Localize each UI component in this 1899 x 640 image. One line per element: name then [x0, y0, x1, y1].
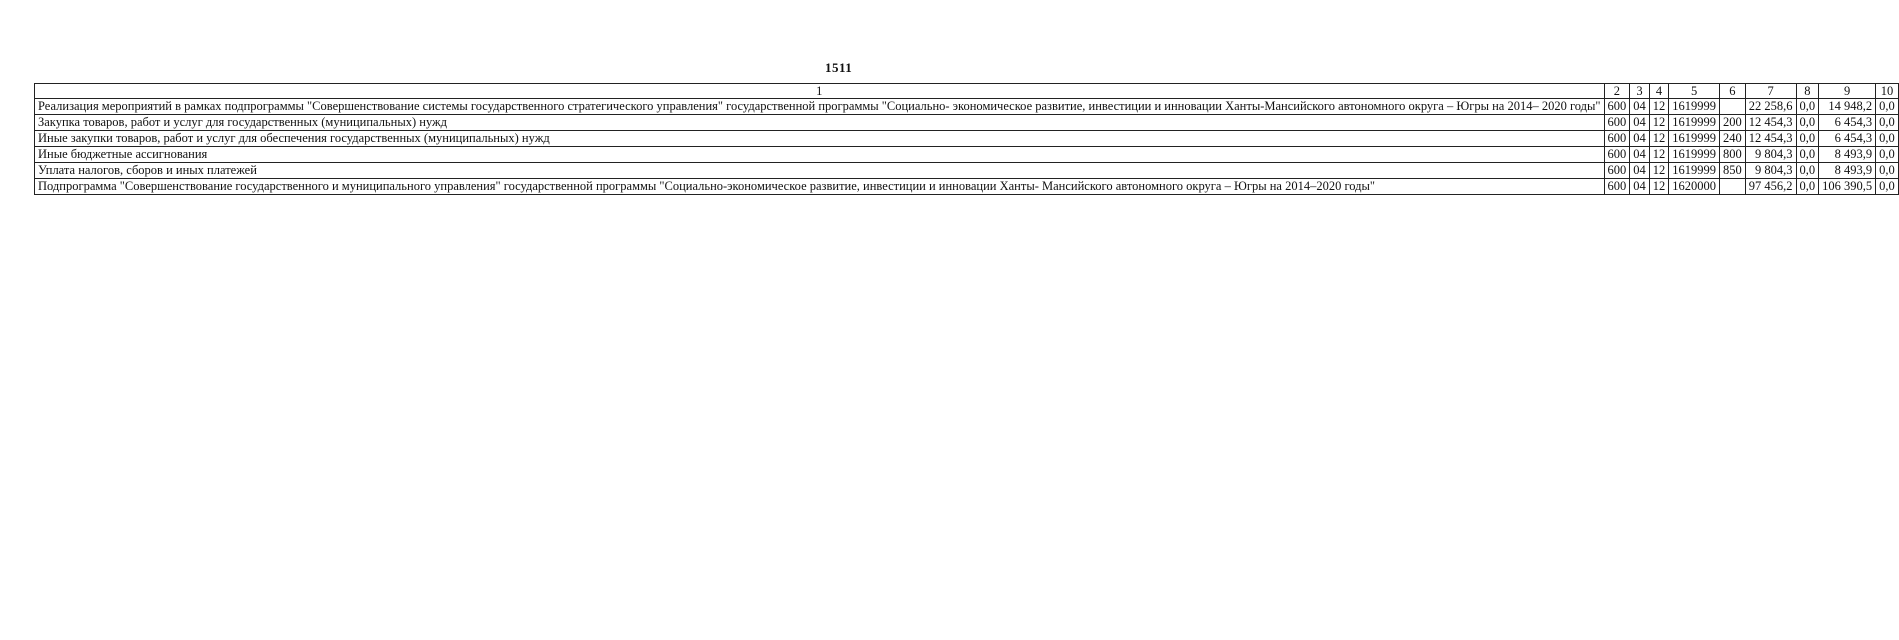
section-cell: 04	[1630, 115, 1650, 131]
admin-code-cell: 600	[1604, 99, 1630, 115]
amount-cell: 0,0	[1876, 147, 1899, 163]
amount-cell: 9 804,3	[1745, 163, 1796, 179]
row-name-cell: Реализация мероприятий в рамках подпрограммы "Совершенствование системы государственного стратегического управления" государственной программы "Социально- экономическое развитие, инвестиции и инновации Ханты-Мансийского автономного округа – Югры на 2014– 2020 годы"	[35, 99, 1605, 115]
row-name-cell: Подпрограмма "Совершенствование государственного и муниципального управления" государственной программы "Социально-экономическое развитие, инвестиции и инновации Ханты- Мансийского автономного округа – Югры на 2014–2020 годы"	[35, 179, 1605, 195]
row-name-cell: Закупка товаров, работ и услуг для государственных (муниципальных) нужд	[35, 115, 1605, 131]
amount-cell: 0,0	[1796, 179, 1819, 195]
table-row	[35, 163, 1899, 179]
amount-cell: 0,0	[1796, 147, 1819, 163]
subsection-cell: 12	[1649, 131, 1669, 147]
target-article-cell: 1619999	[1669, 115, 1720, 131]
amount-cell: 0,0	[1876, 163, 1899, 179]
amount-cell: 0,0	[1876, 179, 1899, 195]
amount-cell: 12 454,3	[1745, 115, 1796, 131]
header-cell: 5	[1669, 84, 1720, 99]
budget-table	[34, 83, 1899, 195]
amount-cell: 6 454,3	[1819, 115, 1876, 131]
section-cell: 04	[1630, 179, 1650, 195]
row-name-cell: Иные закупки товаров, работ и услуг для обеспечения государственных (муниципальных) нужд	[35, 131, 1605, 147]
amount-cell: 0,0	[1876, 131, 1899, 147]
table-row	[35, 147, 1899, 163]
section-cell: 04	[1630, 131, 1650, 147]
header-cell: 6	[1720, 84, 1746, 99]
expense-type-cell: 850	[1720, 163, 1746, 179]
table-row	[35, 131, 1899, 147]
table-row	[35, 115, 1899, 131]
amount-cell: 12 454,3	[1745, 131, 1796, 147]
table-row	[35, 179, 1899, 195]
amount-cell: 0,0	[1796, 131, 1819, 147]
admin-code-cell: 600	[1604, 163, 1630, 179]
section-cell: 04	[1630, 99, 1650, 115]
row-name-cell: Иные бюджетные ассигнования	[35, 147, 1605, 163]
header-cell: 1	[35, 84, 1605, 99]
expense-type-cell	[1720, 99, 1746, 115]
subsection-cell: 12	[1649, 115, 1669, 131]
amount-cell: 14 948,2	[1819, 99, 1876, 115]
subsection-cell: 12	[1649, 179, 1669, 195]
admin-code-cell: 600	[1604, 115, 1630, 131]
expense-type-cell	[1720, 179, 1746, 195]
header-cell: 7	[1745, 84, 1796, 99]
target-article-cell: 1620000	[1669, 179, 1720, 195]
admin-code-cell: 600	[1604, 147, 1630, 163]
amount-cell: 0,0	[1796, 99, 1819, 115]
amount-cell: 0,0	[1796, 163, 1819, 179]
amount-cell: 8 493,9	[1819, 163, 1876, 179]
target-article-cell: 1619999	[1669, 131, 1720, 147]
subsection-cell: 12	[1649, 99, 1669, 115]
target-article-cell: 1619999	[1669, 99, 1720, 115]
admin-code-cell: 600	[1604, 179, 1630, 195]
amount-cell: 9 804,3	[1745, 147, 1796, 163]
target-article-cell: 1619999	[1669, 147, 1720, 163]
amount-cell: 106 390,5	[1819, 179, 1876, 195]
expense-type-cell: 800	[1720, 147, 1746, 163]
header-cell: 4	[1649, 84, 1669, 99]
section-cell: 04	[1630, 147, 1650, 163]
header-cell: 8	[1796, 84, 1819, 99]
section-cell: 04	[1630, 163, 1650, 179]
table-header-row	[35, 84, 1899, 99]
page-number: 1511	[825, 60, 853, 75]
amount-cell: 0,0	[1876, 115, 1899, 131]
admin-code-cell: 600	[1604, 131, 1630, 147]
target-article-cell: 1619999	[1669, 163, 1720, 179]
header-cell: 2	[1604, 84, 1630, 99]
subsection-cell: 12	[1649, 147, 1669, 163]
header-cell: 3	[1630, 84, 1650, 99]
amount-cell: 8 493,9	[1819, 147, 1876, 163]
amount-cell: 22 258,6	[1745, 99, 1796, 115]
amount-cell: 0,0	[1876, 99, 1899, 115]
subsection-cell: 12	[1649, 163, 1669, 179]
expense-type-cell: 200	[1720, 115, 1746, 131]
row-name-cell: Уплата налогов, сборов и иных платежей	[35, 163, 1605, 179]
header-cell: 9	[1819, 84, 1876, 99]
expense-type-cell: 240	[1720, 131, 1746, 147]
table-row	[35, 99, 1899, 115]
amount-cell: 97 456,2	[1745, 179, 1796, 195]
amount-cell: 0,0	[1796, 115, 1819, 131]
header-cell: 10	[1876, 84, 1899, 99]
amount-cell: 6 454,3	[1819, 131, 1876, 147]
